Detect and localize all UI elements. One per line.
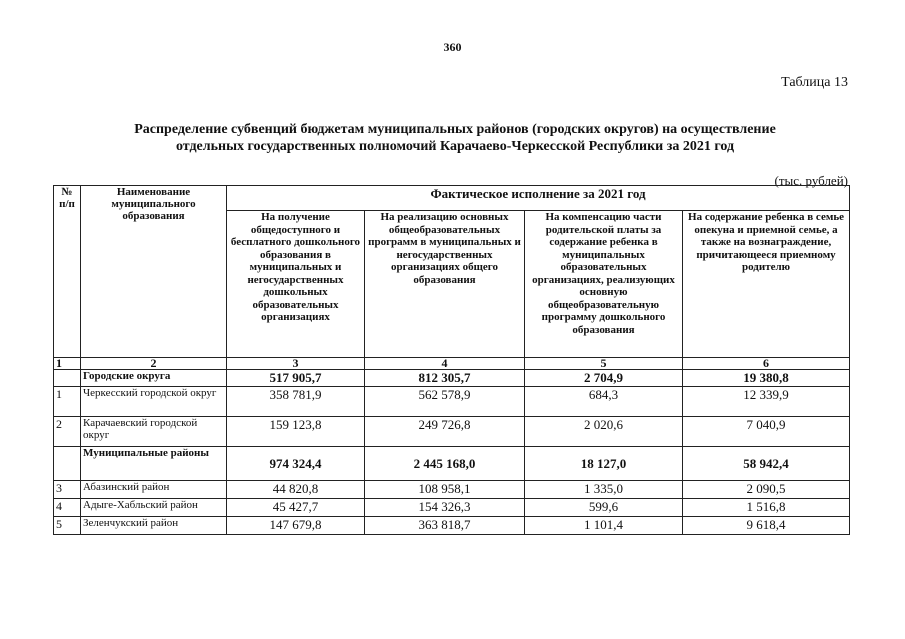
header-row bbox=[54, 186, 850, 211]
header-sub-4: На содержание ребенка в семье опекуна и приемной семье, а также на вознаграждение, причитающееся приемному родителю bbox=[683, 211, 850, 358]
row-value: 2 090,5 bbox=[683, 481, 850, 499]
row-value: 1 516,8 bbox=[683, 499, 850, 517]
subvention-table bbox=[53, 185, 850, 535]
row-value: 1 101,4 bbox=[525, 517, 683, 535]
row-index: 3 bbox=[54, 481, 81, 499]
header-sub-3: На компенсацию части родительской платы за содержание ребенка в муниципальных образовательных организациях, реализующих основную общеобразовательную программу дошкольного образования bbox=[525, 211, 683, 358]
row-index: 5 bbox=[54, 517, 81, 535]
row-value: 159 123,8 bbox=[227, 417, 365, 447]
row-index: 4 bbox=[54, 499, 81, 517]
table-row bbox=[54, 387, 850, 417]
row-value: 9 618,4 bbox=[683, 517, 850, 535]
units-label: (тыс. рублей) bbox=[774, 173, 848, 188]
table-label: Таблица 13 bbox=[781, 75, 848, 90]
row-value: 7 040,9 bbox=[683, 417, 850, 447]
row-value: 18 127,0 bbox=[525, 447, 683, 481]
row-value: 2 445 168,0 bbox=[365, 447, 525, 481]
row-value: 19 380,8 bbox=[683, 370, 850, 387]
column-number: 5 bbox=[525, 358, 683, 370]
row-value: 517 905,7 bbox=[227, 370, 365, 387]
document-title bbox=[60, 121, 850, 155]
row-value: 154 326,3 bbox=[365, 499, 525, 517]
row-value: 147 679,8 bbox=[227, 517, 365, 535]
header-sub-1: На получение общедоступного и бесплатного дошкольного образования в муниципальных и негосударственных дошкольных образовательных организациях bbox=[227, 211, 365, 358]
row-name: Черкесский городской округ bbox=[81, 387, 227, 417]
column-number: 1 bbox=[54, 358, 81, 370]
title-line-2: отдельных государственных полномочий Карачаево-Черкесской Республики за 2021 год bbox=[175, 139, 735, 154]
row-value: 12 339,9 bbox=[683, 387, 850, 417]
row-value: 1 335,0 bbox=[525, 481, 683, 499]
row-value: 363 818,7 bbox=[365, 517, 525, 535]
row-value: 2 704,9 bbox=[525, 370, 683, 387]
row-value: 44 820,8 bbox=[227, 481, 365, 499]
row-value: 684,3 bbox=[525, 387, 683, 417]
column-number: 2 bbox=[81, 358, 227, 370]
row-value: 58 942,4 bbox=[683, 447, 850, 481]
row-value: 974 324,4 bbox=[227, 447, 365, 481]
row-name: Карачаевский городской округ bbox=[81, 417, 227, 447]
table-row bbox=[54, 499, 850, 517]
header-sub-2: На реализацию основных общеобразовательных программ в муниципальных и негосударственных организациях общего образования bbox=[365, 211, 525, 358]
column-number-row bbox=[54, 358, 850, 370]
table-row bbox=[54, 517, 850, 535]
row-value: 249 726,8 bbox=[365, 417, 525, 447]
row-index bbox=[54, 447, 81, 481]
row-index: 2 bbox=[54, 417, 81, 447]
row-value: 2 020,6 bbox=[525, 417, 683, 447]
page-number: 360 bbox=[443, 40, 462, 54]
title-line-1: Распределение субвенций бюджетам муниципальных районов (городских округов) на осуществление bbox=[134, 122, 776, 137]
column-number: 4 bbox=[365, 358, 525, 370]
row-index: 1 bbox=[54, 387, 81, 417]
table-row bbox=[54, 481, 850, 499]
row-value: 45 427,7 bbox=[227, 499, 365, 517]
row-name: Адыге-Хабльский район bbox=[81, 499, 227, 517]
row-value: 812 305,7 bbox=[365, 370, 525, 387]
row-value: 358 781,9 bbox=[227, 387, 365, 417]
table-row bbox=[54, 417, 850, 447]
table-row-total bbox=[54, 370, 850, 387]
header-name: Наименование муниципального образования bbox=[81, 186, 227, 358]
header-index: № п/п bbox=[54, 186, 81, 358]
row-name: Зеленчукский район bbox=[81, 517, 227, 535]
row-index bbox=[54, 370, 81, 387]
table-row-total bbox=[54, 447, 850, 481]
row-value: 108 958,1 bbox=[365, 481, 525, 499]
column-number: 6 bbox=[683, 358, 850, 370]
row-name: Абазинский район bbox=[81, 481, 227, 499]
column-number: 3 bbox=[227, 358, 365, 370]
row-value: 562 578,9 bbox=[365, 387, 525, 417]
row-name: Городские округа bbox=[81, 370, 227, 387]
row-name: Муниципальные районы bbox=[81, 447, 227, 481]
header-group: Фактическое исполнение за 2021 год bbox=[227, 186, 850, 211]
row-value: 599,6 bbox=[525, 499, 683, 517]
